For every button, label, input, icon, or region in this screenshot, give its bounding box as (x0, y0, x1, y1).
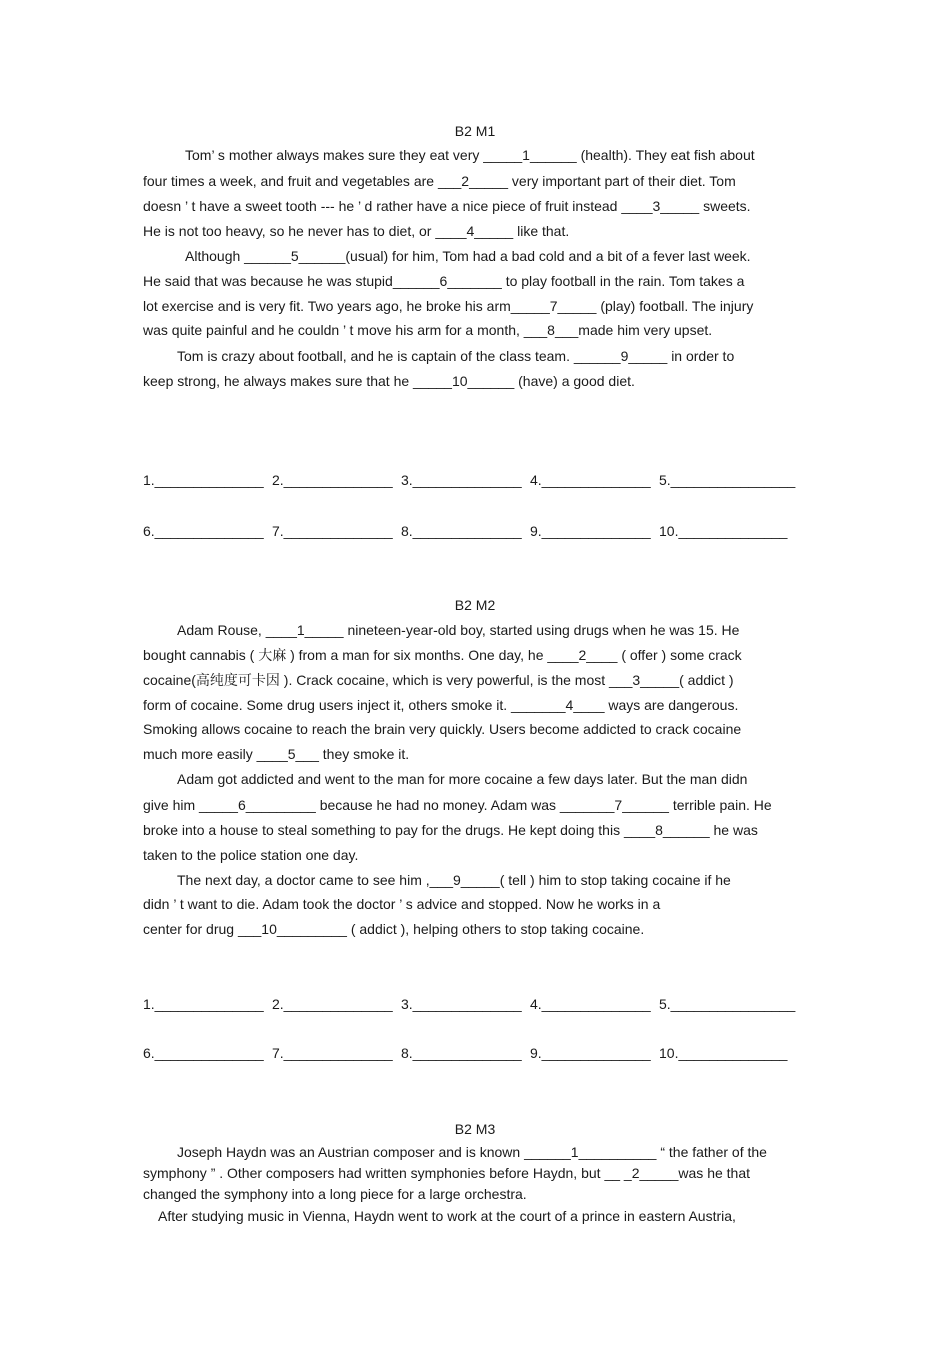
m2-paragraph-line: bought cannabis ( 大麻 ) from a man for six months. One day, he ____2____ ( offer ) some crack (143, 647, 742, 663)
m2-paragraph-line: much more easily ____5___ they smoke it. (143, 746, 410, 762)
m2-paragraph-line: form of cocaine. Some drug users inject it, others smoke it. _______4____ ways are dangerous. (143, 697, 739, 713)
m3-paragraph-line: changed the symphony into a long piece for a large orchestra. (143, 1186, 527, 1202)
answer-blank-6[interactable]: 6.______________ (143, 523, 264, 539)
m2-paragraph-line: Adam Rouse, ____1_____ nineteen-year-old boy, started using drugs when he was 15. He (177, 622, 740, 638)
m2-paragraph-line: broke into a house to steal something to pay for the drugs. He kept doing this ____8______ he was (143, 822, 758, 838)
answer-blank-7[interactable]: 7.______________ (272, 523, 393, 539)
m1-paragraph-line: was quite painful and he couldn ’ t move his arm for a month, ___8___made him very upset. (143, 322, 713, 338)
answer-blank-8[interactable]: 8.______________ (401, 523, 522, 539)
m1-paragraph-line: keep strong, he always makes sure that he _____10______ (have) a good diet. (143, 373, 635, 389)
m1-paragraph-line: He said that was because he was stupid______6_______ to play football in the rain. Tom takes a (143, 273, 745, 289)
answer-blank-4[interactable]: 4.______________ (530, 472, 651, 488)
section-title-m1: B2 M1 (454, 123, 496, 139)
m1-paragraph-line: He is not too heavy, so he never has to diet, or ____4_____ like that. (143, 223, 570, 239)
answer-blank-7[interactable]: 7.______________ (272, 1045, 393, 1061)
m2-answer-row-2 (143, 1045, 795, 1061)
m1-answer-row-2 (143, 523, 795, 539)
m3-paragraph-line: Joseph Haydn was an Austrian composer and is known ______1__________ “ the father of the (177, 1144, 767, 1160)
answer-blank-5[interactable]: 5.________________ (659, 472, 796, 488)
m1-paragraph-line: Tom’ s mother always makes sure they eat very _____1______ (health). They eat fish about (185, 147, 755, 163)
m2-paragraph-line: give him _____6_________ because he had no money. Adam was _______7______ terrible pain. He (143, 797, 772, 813)
m1-paragraph-line: doesn ’ t have a sweet tooth --- he ’ d rather have a nice piece of fruit instead ____3_____ sweets. (143, 198, 751, 214)
m1-paragraph-line: lot exercise and is very fit. Two years ago, he broke his arm_____7_____ (play) football. The injury (143, 298, 754, 314)
answer-blank-2[interactable]: 2.______________ (272, 472, 393, 488)
answer-blank-4[interactable]: 4.______________ (530, 996, 651, 1012)
m2-paragraph-line: Smoking allows cocaine to reach the brain very quickly. Users become addicted to crack cocaine (143, 721, 742, 737)
answer-blank-1[interactable]: 1.______________ (143, 996, 264, 1012)
section-title-m2: B2 M2 (454, 597, 496, 613)
m1-paragraph-line: Tom is crazy about football, and he is captain of the class team. ______9_____ in order to (177, 348, 735, 364)
answer-blank-2[interactable]: 2.______________ (272, 996, 393, 1012)
m2-paragraph-line: didn ’ t want to die. Adam took the doctor ’ s advice and stopped. Now he works in a (143, 896, 661, 912)
m2-paragraph-line: cocaine(高纯度可卡因 ). Crack cocaine, which is very powerful, is the most ___3_____( addict ) (143, 672, 734, 688)
answer-blank-8[interactable]: 8.______________ (401, 1045, 522, 1061)
answer-blank-3[interactable]: 3.______________ (401, 472, 522, 488)
m1-paragraph-line: Although ______5______(usual) for him, Tom had a bad cold and a bit of a fever last week. (185, 248, 751, 264)
answer-blank-5[interactable]: 5.________________ (659, 996, 796, 1012)
answer-blank-6[interactable]: 6.______________ (143, 1045, 264, 1061)
m3-paragraph-line: symphony ” . Other composers had written symphonies before Haydn, but __ _2_____was he that (143, 1165, 751, 1181)
m2-paragraph-line: taken to the police station one day. (143, 847, 359, 863)
answer-blank-1[interactable]: 1.______________ (143, 472, 264, 488)
m2-paragraph-line: The next day, a doctor came to see him ,___9_____( tell ) him to stop taking cocaine if he (177, 872, 731, 888)
answer-blank-10[interactable]: 10.______________ (659, 1045, 788, 1061)
answer-blank-9[interactable]: 9.______________ (530, 523, 651, 539)
answer-blank-3[interactable]: 3.______________ (401, 996, 522, 1012)
answer-blank-9[interactable]: 9.______________ (530, 1045, 651, 1061)
section-title-m3: B2 M3 (454, 1121, 496, 1137)
m2-paragraph-line: Adam got addicted and went to the man for more cocaine a few days later. But the man didn (177, 771, 748, 787)
answer-blank-10[interactable]: 10.______________ (659, 523, 788, 539)
m1-answer-row-1 (143, 472, 795, 488)
m1-paragraph-line: four times a week, and fruit and vegetables are ___2_____ very important part of their diet. Tom (143, 173, 736, 189)
m2-answer-row-1 (143, 996, 795, 1012)
m2-paragraph-line: center for drug ___10_________ ( addict ), helping others to stop taking cocaine. (143, 921, 645, 937)
m3-paragraph-line: After studying music in Vienna, Haydn went to work at the court of a prince in eastern Austria, (158, 1208, 736, 1224)
